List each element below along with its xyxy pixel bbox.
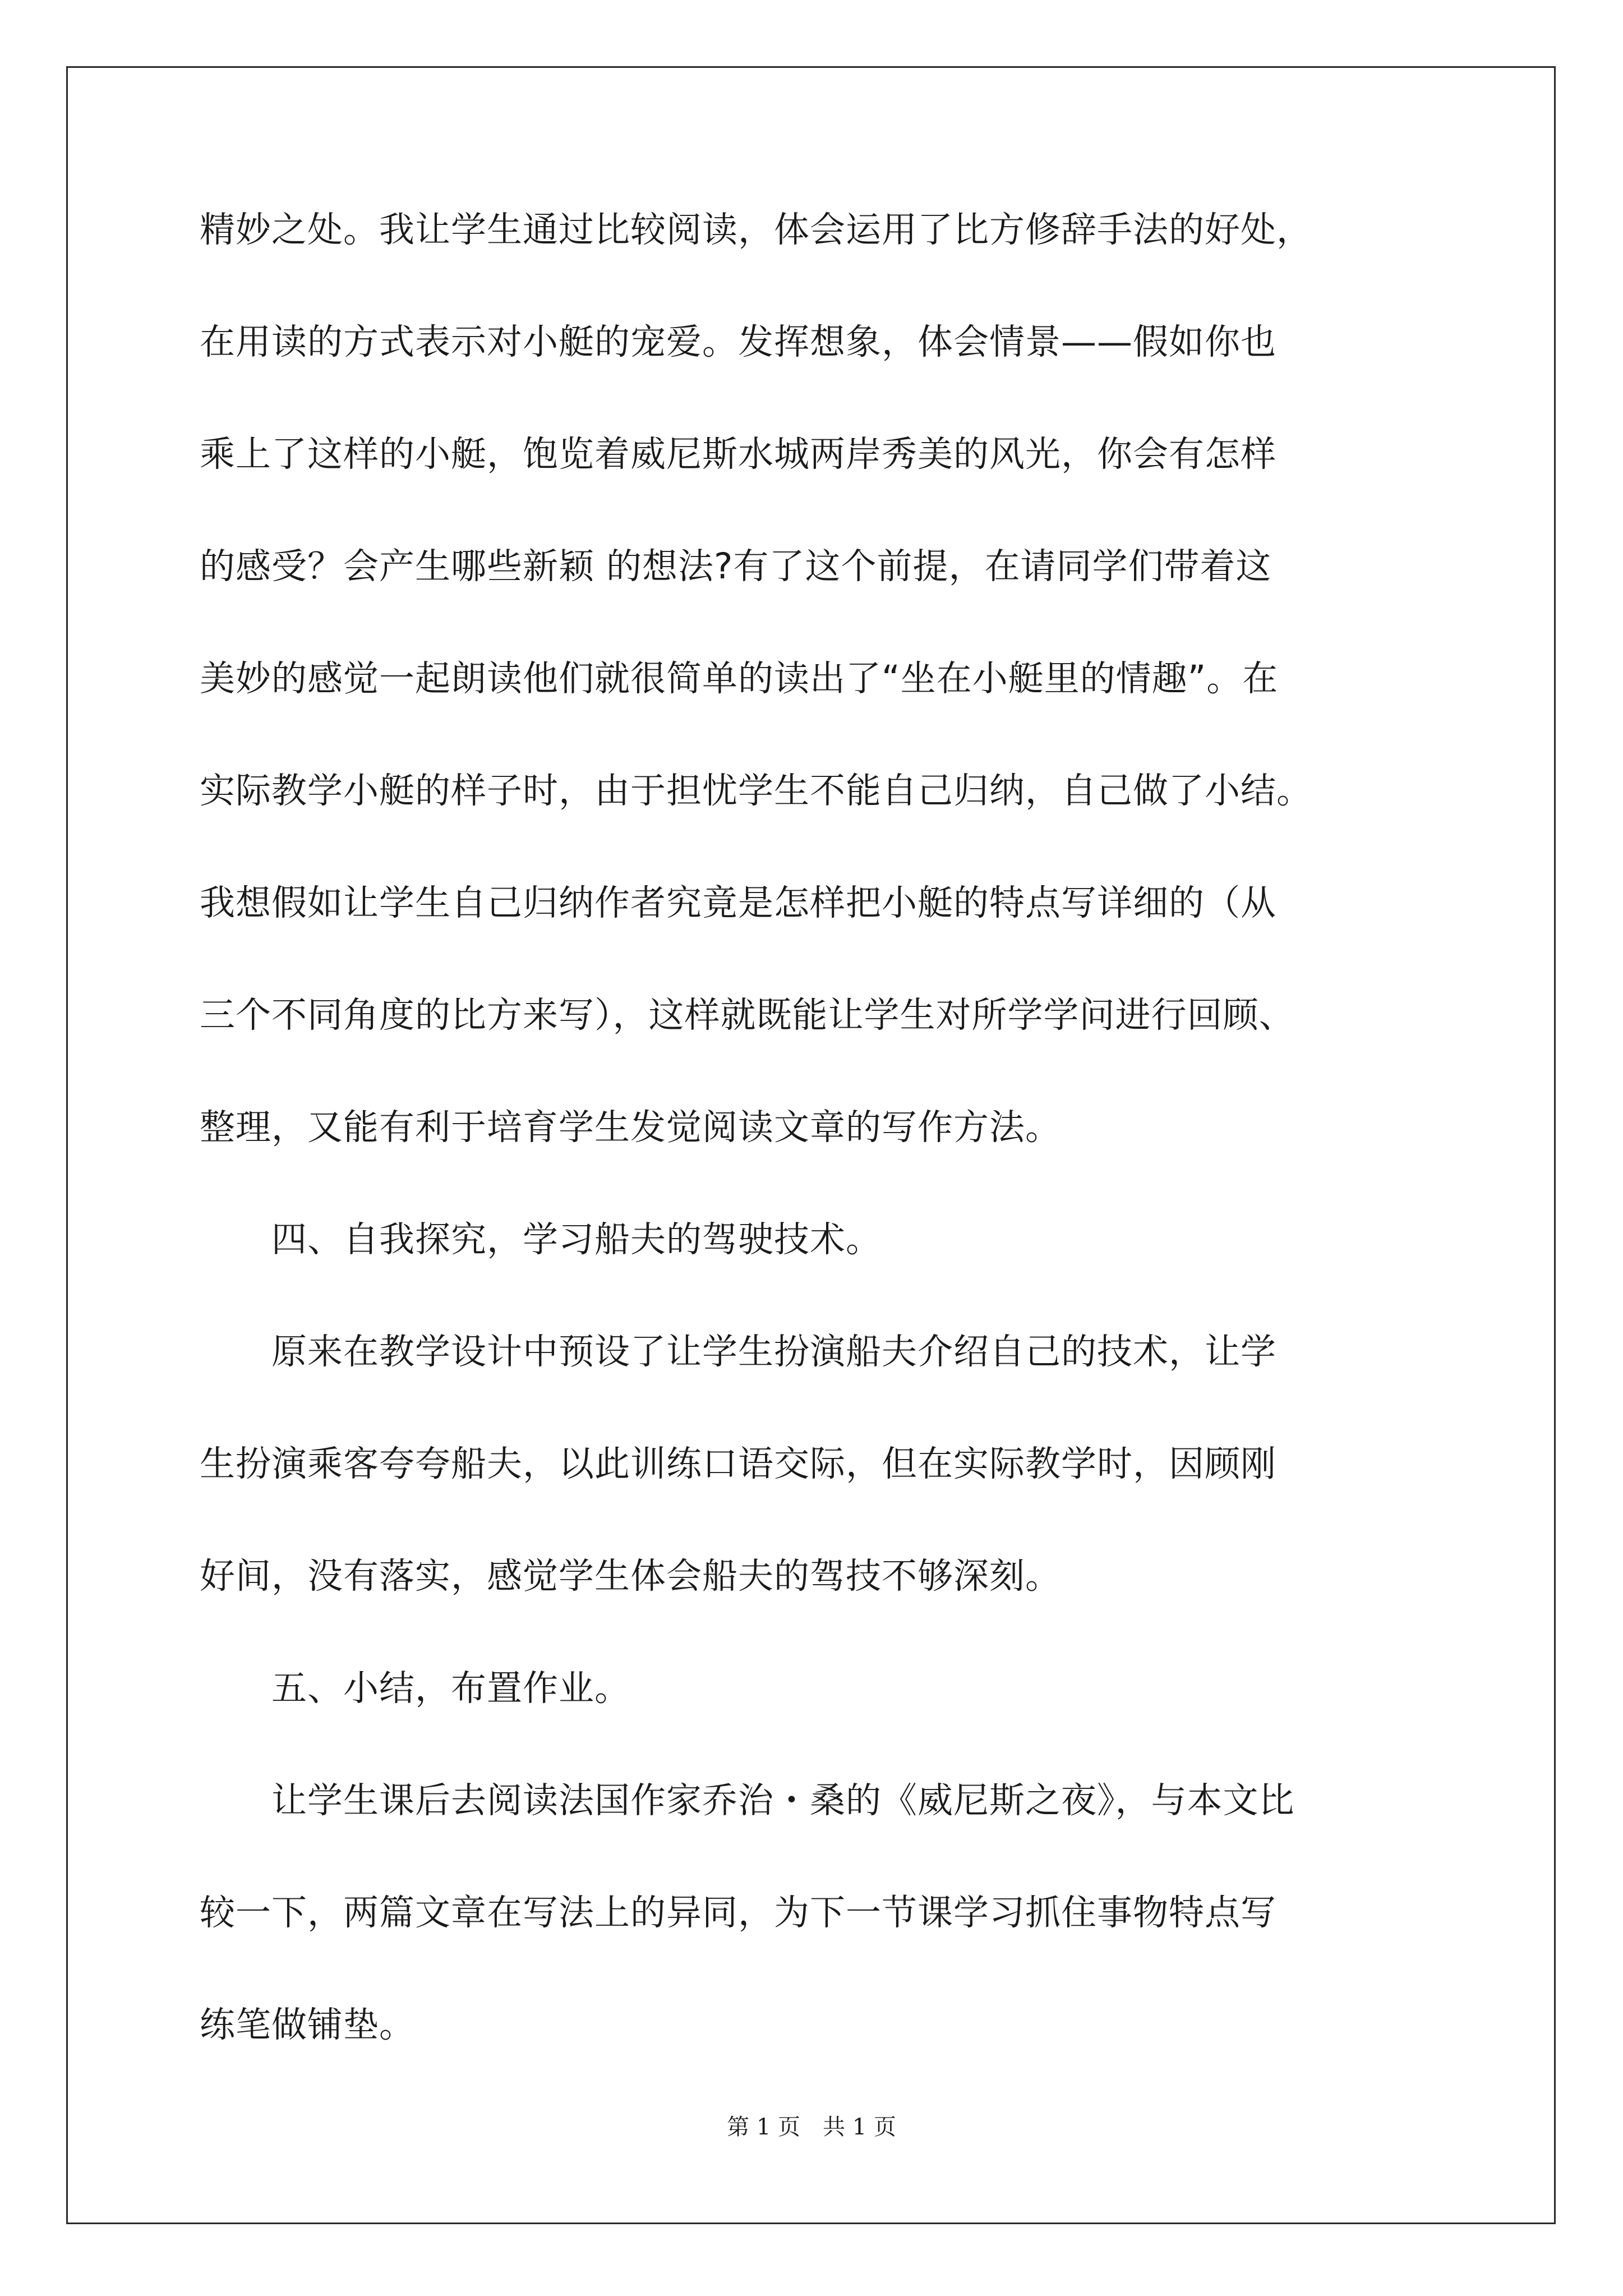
text-line: 实际教学小艇的样子时，由于担忧学生不能自己归纳，自己做了小结。 bbox=[200, 770, 1312, 811]
page-footer: 第 1 页 共 1 页 bbox=[727, 2114, 896, 2140]
section-heading: 四、自我探究，学习船夫的驾驶技术。 bbox=[200, 1219, 882, 1260]
text-line: 精妙之处。我让学生通过比较阅读，体会运用了比方修辞手法的好处， bbox=[200, 209, 1312, 250]
text-line: 我想假如让学生自己归纳作者究竟是怎样把小艇的特点写详细的（从 bbox=[200, 882, 1276, 923]
text-line: 生扮演乘客夸夸船夫，以此训练口语交际，但在实际教学时，因顾刚 bbox=[200, 1443, 1276, 1484]
text-line: 整理，又能有利于培育学生发觉阅读文章的写作方法。 bbox=[200, 1107, 1061, 1148]
text-line: 的感受？会产生哪些新颖 的想法?有了这个前提，在请同学们带着这 bbox=[200, 546, 1272, 587]
text-line: 较一下，两篇文章在写法上的异同，为下一节课学习抓住事物特点写 bbox=[200, 1892, 1276, 1933]
text-line: 原来在教学设计中预设了让学生扮演船夫介绍自己的技术，让学 bbox=[200, 1331, 1276, 1372]
text-line: 三个不同角度的比方来写），这样就既能让学生对所学学问进行回顾、 bbox=[200, 995, 1295, 1036]
text-line: 美妙的感觉一起朗读他们就很简单的读出了“坐在小艇里的情趣”。在 bbox=[200, 658, 1279, 699]
text-line: 让学生课后去阅读法国作家乔治・桑的《威尼斯之夜》，与本文比 bbox=[200, 1780, 1295, 1821]
text-line: 好间，没有落实，感觉学生体会船夫的驾技不够深刻。 bbox=[200, 1556, 1061, 1596]
text-line: 乘上了这样的小艇，饱览着威尼斯水城两岸秀美的风光，你会有怎样 bbox=[200, 434, 1276, 475]
text-line: 在用读的方式表示对小艇的宠爱。发挥想象，体会情景——假如你也 bbox=[200, 321, 1276, 362]
text-line: 练笔做铺垫。 bbox=[200, 2004, 415, 2045]
section-heading: 五、小结，布置作业。 bbox=[200, 1668, 630, 1709]
